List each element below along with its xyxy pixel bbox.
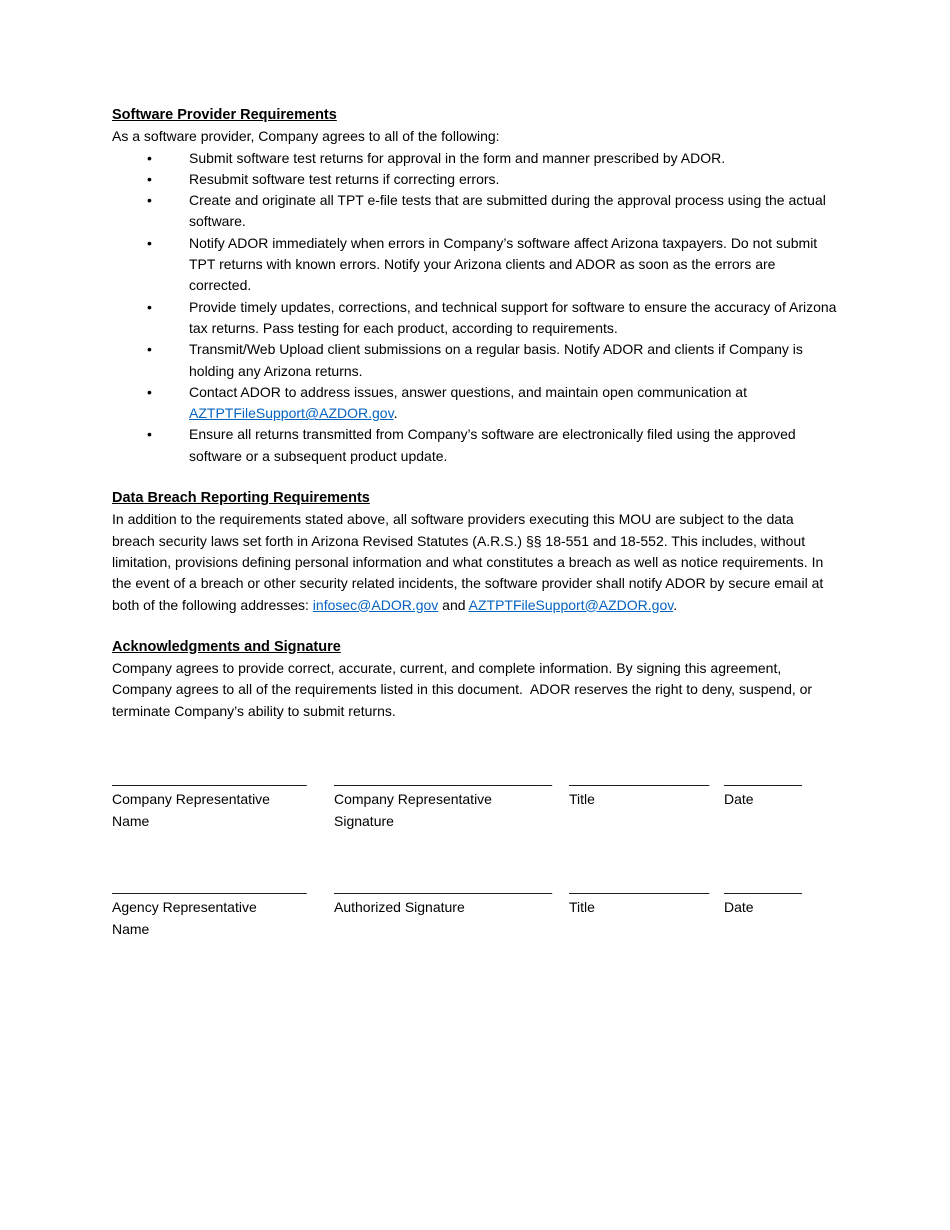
signature-field-agency-name — [112, 876, 334, 940]
signature-label: Date — [724, 791, 754, 808]
email-link-aztptfilesupport[interactable]: AZTPTFileSupport@AZDOR.gov — [468, 596, 674, 613]
signature-line[interactable]: ____________________________ — [334, 770, 553, 787]
signature-line[interactable]: _________________________ — [112, 770, 307, 787]
list-item-text: Resubmit software test returns if correcting errors. — [189, 170, 500, 187]
list-item — [112, 148, 838, 169]
bullet-icon: • — [147, 170, 152, 187]
list-item — [112, 190, 838, 233]
signature-label: Title — [569, 791, 595, 808]
signature-field-company-date — [724, 768, 814, 811]
email-link-aztptfilesupport[interactable]: AZTPTFileSupport@AZDOR.gov — [189, 405, 394, 422]
list-item-text: Submit software test returns for approval in the form and manner prescribed by ADOR. — [189, 149, 726, 166]
signature-field-agency-title — [569, 876, 724, 919]
signature-field-company-name — [112, 768, 334, 832]
signature-label: Title — [569, 899, 595, 916]
signature-label: Authorized Signature — [334, 899, 465, 916]
bullet-icon: • — [147, 149, 152, 166]
list-item — [112, 297, 838, 340]
signature-line[interactable]: __________ — [724, 770, 802, 787]
section-heading-software-provider: Software Provider Requirements — [112, 107, 337, 123]
signature-field-agency-date — [724, 876, 814, 919]
acknowledgments-paragraph: Company agrees to provide correct, accurate, current, and complete information. By signing this agreement, Company agrees to all of the requirements listed in this document. ADOR reserves the right to deny, suspend, or terminate Company’s ability to submit returns. — [112, 660, 813, 719]
signature-label: Company Representative Name — [112, 791, 270, 829]
requirements-list — [112, 148, 838, 467]
paragraph-text: and — [438, 596, 469, 613]
bullet-icon: • — [147, 298, 152, 315]
signature-block-agency — [112, 876, 838, 940]
signature-line[interactable]: ____________________________ — [334, 877, 553, 894]
bullet-icon: • — [147, 426, 152, 443]
document-content — [112, 105, 838, 940]
list-item-text: . — [393, 405, 398, 422]
bullet-icon: • — [147, 341, 152, 358]
list-item-text: Contact ADOR to address issues, answer questions, and maintain open communication at — [189, 383, 747, 400]
signature-label: Date — [724, 899, 754, 916]
section-software-provider-requirements — [112, 105, 838, 467]
signature-line[interactable]: _________________________ — [112, 877, 307, 894]
signature-field-agency-signature — [334, 876, 569, 919]
section-heading-data-breach: Data Breach Reporting Requirements — [112, 490, 370, 507]
paragraph-text: . — [673, 596, 678, 613]
list-item — [112, 339, 838, 382]
list-item — [112, 233, 838, 297]
list-item-text: Create and originate all TPT e-file tests that are submitted during the approval process using the actual software. — [189, 192, 826, 230]
email-link-infosec[interactable]: infosec@ADOR.gov — [312, 596, 439, 613]
section-data-breach-reporting — [112, 488, 838, 616]
signature-block-company — [112, 768, 838, 832]
bullet-icon: • — [147, 234, 152, 251]
bullet-icon: • — [147, 383, 152, 400]
list-item-text: Ensure all returns transmitted from Company’s software are electronically filed using the approved software or a subsequent product update. — [189, 426, 796, 464]
signature-line[interactable]: __________ — [724, 877, 802, 894]
list-item-text: Transmit/Web Upload client submissions on a regular basis. Notify ADOR and clients if Company is holding any Arizona returns. — [189, 341, 803, 379]
list-item-text: Provide timely updates, corrections, and technical support for software to ensure the accuracy of Arizona tax returns. Pass testing for each product, according to requirements. — [189, 298, 837, 336]
list-item — [112, 424, 838, 467]
signature-line[interactable]: __________________ — [569, 877, 710, 894]
list-item-text: Notify ADOR immediately when errors in Company’s software affect Arizona taxpayers. Do not submit TPT returns with known errors. Notify your Arizona clients and ADOR as soon as the errors are corrected. — [189, 234, 818, 294]
intro-paragraph: As a software provider, Company agrees to all of the following: — [112, 128, 500, 145]
data-breach-paragraph — [112, 509, 838, 615]
signature-label: Agency Representative Name — [112, 899, 257, 937]
list-item — [112, 169, 838, 190]
bullet-icon: • — [147, 192, 152, 209]
list-item — [112, 382, 838, 425]
paragraph-text: In addition to the requirements stated above, all software providers executing this MOU are subject to the data breach security laws set forth in Arizona Revised Statutes (A.R.S.) §§ 18-551 and 18-552. This includes, without limitation, provisions defining personal information and what constitutes a breach as well as notice requirements. In the event of a breach or other security related incidents, the software provider shall notify ADOR by secure email at both of the following addresses: — [112, 511, 824, 613]
section-acknowledgments-signature — [112, 637, 838, 722]
signature-field-company-signature — [334, 768, 569, 832]
signature-field-company-title — [569, 768, 724, 811]
signature-label: Company Representative Signature — [334, 791, 492, 829]
section-heading-acknowledgments: Acknowledgments and Signature — [112, 638, 341, 655]
signature-line[interactable]: __________________ — [569, 770, 710, 787]
